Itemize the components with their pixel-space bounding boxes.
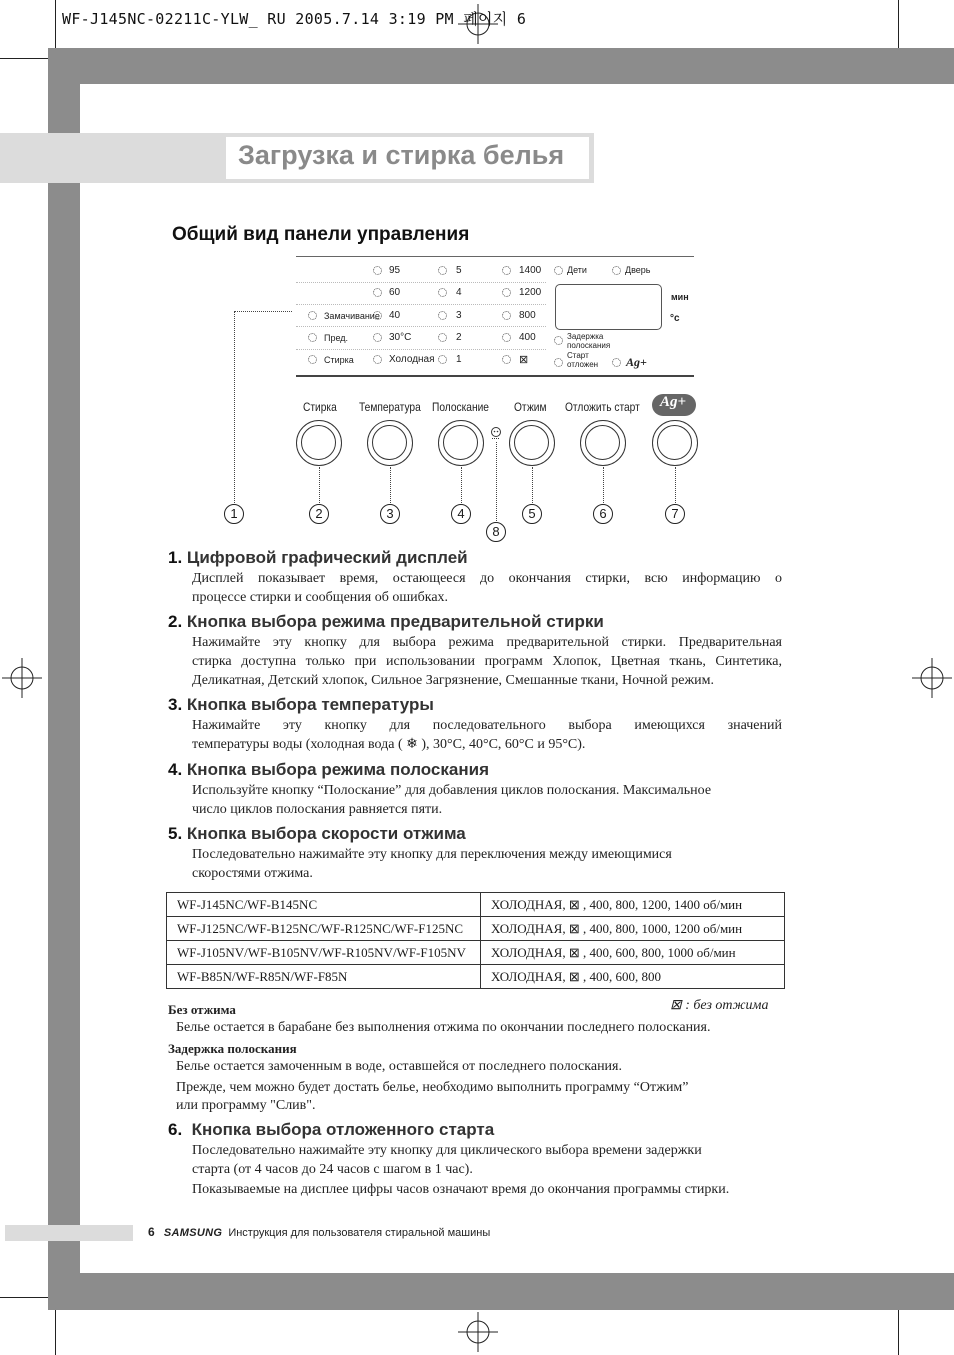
soak-led	[308, 311, 317, 320]
callout-2-leader	[319, 467, 320, 503]
callout-5-leader	[532, 467, 533, 503]
section-6-line-1: Последовательно нажимайте эту кнопку для циклического выбора времени задержки	[192, 1143, 702, 1158]
frame-bottom	[48, 1273, 954, 1310]
frame-top	[48, 48, 954, 84]
child-lock-icon	[490, 426, 502, 440]
rinse-hold-text: Белье остается замоченным в воде, оставшейся от последнего полоскания.	[176, 1059, 622, 1074]
page-number: 6	[148, 1225, 155, 1239]
rinse-hold-text-2b: или программу "Слив".	[176, 1098, 316, 1113]
spin-led-400	[502, 333, 511, 342]
footer-band	[5, 1225, 133, 1241]
brand-logo: SAMSUNG	[163, 1227, 223, 1239]
registration-mark-bottom	[458, 1312, 498, 1352]
minutes-label: мин	[671, 292, 689, 302]
digital-display	[555, 284, 662, 330]
spin-1200: 1200	[519, 287, 542, 298]
door-label: Дверь	[625, 265, 651, 275]
ag-button-label: Ag+	[660, 394, 687, 410]
section-1-number: 1.	[168, 548, 183, 567]
section-2-heading	[168, 612, 604, 632]
rinse-hold-label-2: полоскания	[567, 341, 611, 350]
callout-3: 3	[380, 504, 400, 524]
section-3-number: 3.	[168, 695, 183, 714]
section-4-heading	[168, 760, 489, 780]
section-5-number: 5.	[168, 824, 183, 843]
no-spin-text: Белье остается в барабане без выполнения отжима по окончании последнего полоскания.	[176, 1020, 711, 1035]
child-lock-led	[554, 266, 563, 275]
temp-95: 95	[389, 265, 401, 276]
section-1-title: Цифровой графический дисплей	[186, 548, 468, 567]
celsius-label: °c	[670, 313, 680, 324]
prewash-led	[308, 333, 317, 342]
control-panel-display	[296, 256, 694, 376]
rinse-button-label: Полоскание	[432, 400, 489, 414]
rinse-led-1	[438, 355, 447, 364]
callout-1-leader-h	[234, 311, 292, 312]
callout-1-leader	[234, 311, 235, 503]
rinse-led-2	[438, 333, 447, 342]
frame-left	[48, 48, 80, 1310]
rinse-button[interactable]	[438, 420, 484, 466]
page-footer	[148, 1225, 490, 1239]
wash-button[interactable]	[296, 420, 342, 466]
section-1-heading	[168, 548, 468, 568]
callout-7: 7	[665, 504, 685, 524]
spin-1400: 1400	[519, 265, 542, 276]
section-4-line-1: Используйте кнопку “Полоскание” для добавления циклов полоскания. Максимальное	[192, 783, 712, 798]
callout-6: 6	[593, 504, 613, 524]
wash-button-label: Стирка	[303, 400, 337, 414]
callout-8: 8	[486, 522, 506, 542]
model-cell: WF-B85N/WF-R85N/WF-F85N	[167, 965, 481, 989]
section-4-line-2: число циклов полоскания равняется пяти.	[192, 802, 443, 817]
spin-400: 400	[519, 332, 536, 343]
rinse-hold-title: Задержка полоскания	[168, 1041, 297, 1056]
callout-6-leader	[603, 467, 604, 503]
model-cell: WF-J125NC/WF-B125NC/WF-R125NC/WF-F125NC	[167, 917, 481, 941]
temp-led-30	[373, 333, 382, 342]
no-spin-icon: ⊠	[519, 354, 529, 366]
model-cell: WF-J145NC/WF-B145NC	[167, 893, 481, 917]
rinse-hold-text-2a: Прежде, чем можно будет достать белье, необходимо выполнить программу “Отжим”	[176, 1080, 689, 1095]
footer-text: Инструкция для пользователя стиральной машины	[228, 1227, 491, 1239]
section-3-title: Кнопка выбора температуры	[186, 695, 434, 714]
spin-button-label: Отжим	[514, 400, 547, 414]
no-spin-legend: ⊠ : без отжима	[670, 998, 769, 1013]
spin-values-cell: ХОЛОДНАЯ, ⊠ , 400, 800, 1000, 1200 об/мин	[481, 917, 785, 941]
temperature-button-label: Температура	[359, 400, 421, 414]
temp-30: 30°C	[389, 332, 412, 343]
registration-mark-left	[2, 658, 42, 698]
rinse-5: 5	[456, 265, 462, 276]
table-row	[167, 965, 785, 989]
ag-panel-icon: Ag+	[626, 355, 647, 369]
callout-4: 4	[451, 504, 471, 524]
section-2-title: Кнопка выбора режима предварительной стирки	[186, 612, 604, 631]
section-2-line-3: Деликатная, Детский хлопок, Сильное Загрязнение, Смешанные ткани, Ночной режим.	[192, 673, 714, 688]
registration-mark-right	[912, 658, 952, 698]
spin-speed-table	[166, 892, 785, 989]
rinse-hold-label-1: Задержка	[567, 332, 604, 341]
rinse-led-4	[438, 288, 447, 297]
section-3-line-1: Нажимайте эту кнопку для последовательного выбора имеющихся значений	[192, 718, 782, 733]
title-band	[0, 133, 222, 183]
rinse-4: 4	[456, 287, 462, 298]
table-row	[167, 941, 785, 965]
section-6-number: 6.	[168, 1120, 183, 1139]
spin-values-cell: ХОЛОДНАЯ, ⊠ , 400, 600, 800, 1000 об/мин	[481, 941, 785, 965]
temperature-button[interactable]	[367, 420, 413, 466]
delay-start-led	[554, 358, 563, 367]
rinse-3: 3	[456, 310, 462, 321]
callout-3-leader	[390, 467, 391, 503]
door-led	[612, 266, 621, 275]
section-6-heading	[168, 1120, 494, 1140]
spin-values-cell: ХОЛОДНАЯ, ⊠ , 400, 800, 1200, 1400 об/мин	[481, 893, 785, 917]
rinse-2: 2	[456, 332, 462, 343]
wash-led	[308, 355, 317, 364]
section-2-number: 2.	[168, 612, 183, 631]
no-spin-title: Без отжима	[168, 1002, 236, 1017]
section-4-number: 4.	[168, 760, 183, 779]
section-5-heading	[168, 824, 466, 844]
temp-led-95	[373, 266, 382, 275]
section-6-line-3: Показываемые на дисплее цифры часов означают время до окончания программы стирки.	[192, 1182, 730, 1197]
callout-7-leader	[675, 467, 676, 503]
table-row	[167, 893, 785, 917]
rinse-led-5	[438, 266, 447, 275]
prewash-label: Пред.	[324, 333, 349, 343]
section-3-heading	[168, 695, 434, 715]
delay-start-label-1: Старт	[567, 351, 589, 360]
print-slug: WF-J145NC-02211C-YLW_ RU 2005.7.14 3:19 PM 페이지 6	[62, 10, 527, 28]
rinse-led-3	[438, 311, 447, 320]
section-5-title: Кнопка выбора скорости отжима	[186, 824, 466, 843]
section-2-line-2: стирка доступна только при использовании программ Хлопок, Цветная ткань, Синтетика,	[192, 654, 782, 669]
callout-5: 5	[522, 504, 542, 524]
temp-led-cold	[373, 355, 382, 364]
section-6-title: Кнопка выбора отложенного старта	[191, 1120, 495, 1139]
page-title: Загрузка и стирка белья	[238, 140, 565, 170]
callout-4-leader	[461, 467, 462, 503]
section-3-line-2: температуры воды (холодная вода ( ❄ ), 30°C, 40°C, 60°C и 95°C).	[192, 737, 586, 752]
delay-start-button-label: Отложить старт	[565, 400, 640, 414]
child-lock-label: Дети	[567, 265, 587, 275]
section-5-line-2: скоростями отжима.	[192, 866, 313, 881]
rinse-hold-led	[554, 336, 563, 345]
spin-800: 800	[519, 310, 536, 321]
ag-button[interactable]	[652, 420, 698, 466]
model-cell: WF-J105NV/WF-B105NV/WF-R105NV/WF-F105NV	[167, 941, 481, 965]
temp-led-60	[373, 288, 382, 297]
table-row	[167, 917, 785, 941]
callout-8-leader	[496, 442, 497, 521]
rinse-1: 1	[456, 354, 462, 365]
spin-button[interactable]	[509, 420, 555, 466]
callout-1: 1	[224, 504, 244, 524]
spin-led-800	[502, 311, 511, 320]
wash-label: Стирка	[324, 355, 354, 365]
temp-60: 60	[389, 287, 401, 298]
delay-start-label-2: отложен	[567, 360, 599, 369]
section-2-line-1: Нажимайте эту кнопку для выбора режима предварительной стирки. Предварительная	[192, 635, 782, 650]
section-1-line-2: процессе стирки и сообщения об ошибках.	[192, 590, 449, 605]
spin-led-none	[502, 355, 511, 364]
temp-40: 40	[389, 310, 401, 321]
callout-2: 2	[309, 504, 329, 524]
section-5-line-1: Последовательно нажимайте эту кнопку для переключения между имеющимися	[192, 847, 672, 862]
ag-led	[612, 358, 621, 367]
soak-label: Замачивание	[324, 311, 380, 321]
delay-start-button[interactable]	[580, 420, 626, 466]
section-4-title: Кнопка выбора режима полоскания	[186, 760, 489, 779]
section-1-line-1: Дисплей показывает время, остающееся до окончания стирки, всю информацию о	[192, 571, 782, 586]
spin-led-1400	[502, 266, 511, 275]
spin-led-1200	[502, 288, 511, 297]
temp-cold: Холодная	[389, 354, 435, 365]
spin-values-cell: ХОЛОДНАЯ, ⊠ , 400, 600, 800	[481, 965, 785, 989]
section-6-line-2: старта (от 4 часов до 24 часов с шагом в 1 час).	[192, 1162, 473, 1177]
section-heading: Общий вид панели управления	[172, 224, 470, 245]
